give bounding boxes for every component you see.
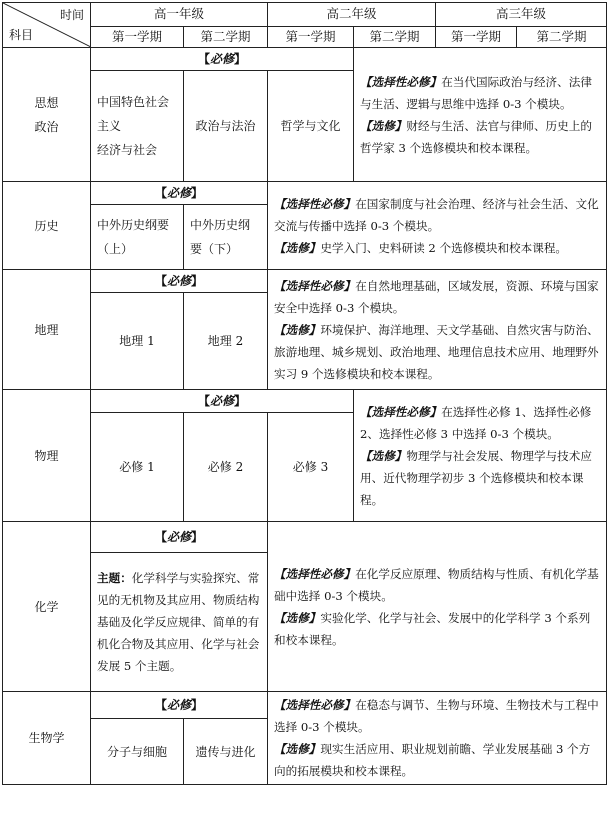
- politics-electives: 【选择性必修】在当代国际政治与经济、法律与生活、逻辑与思维中选择 0-3 个模块。 【选修】财经与生活、法官与律师、历史上的哲学家 3 个选修模块和校本课程。: [354, 48, 607, 182]
- course-cell: 地理 1: [91, 293, 184, 390]
- header-corner: [3, 3, 91, 48]
- semester-header: 第一学期: [436, 26, 517, 47]
- curriculum-table: [2, 2, 607, 785]
- semester-header: 第一学期: [268, 26, 354, 47]
- course-cell: 必修 3: [268, 413, 354, 522]
- course-cell: 遗传与进化: [184, 719, 268, 785]
- grade-12-header: 高三年级: [436, 3, 607, 27]
- chemistry-electives: 【选择性必修】在化学反应原理、物质结构与性质、有机化学基础中选择 0-3 个模块。 【选修】实验化学、化学与社会、发展中的化学科学 3 个系列和校本课程。: [268, 522, 607, 692]
- required-label: 【 必修 】: [91, 182, 268, 205]
- course-cell: 地理 2: [184, 293, 268, 390]
- subject-history: 历史: [3, 182, 91, 270]
- subject-politics: 思想 政治: [3, 48, 91, 182]
- grade-10-header: 高一年级: [91, 3, 268, 27]
- subject-physics: 物理: [3, 390, 91, 522]
- course-cell: 中国特色社会主义 经济与社会: [91, 71, 184, 182]
- semester-header: 第二学期: [517, 26, 607, 47]
- semester-header: 第二学期: [184, 26, 268, 47]
- grade-11-header: 高二年级: [268, 3, 436, 27]
- required-label: 【 必修 】: [91, 48, 354, 71]
- semester-header: 第二学期: [354, 26, 436, 47]
- subject-biology: 生物学: [3, 692, 91, 785]
- course-cell: 分子与细胞: [91, 719, 184, 785]
- subject-chemistry: 化学: [3, 522, 91, 692]
- subject-label: 科目: [9, 28, 34, 42]
- physics-electives: 【选择性必修】在选择性必修 1、选择性必修 2、选择性必修 3 中选择 0-3 个模块。 【选修】物理学与社会发展、物理学与技术应用、近代物理学初步 3 个选修模块和校本课程。: [354, 390, 607, 522]
- semester-header: 第一学期: [91, 26, 184, 47]
- subject-geography: 地理: [3, 270, 91, 390]
- required-label: 【 必修 】: [91, 522, 268, 553]
- required-label: 【 必修 】: [91, 390, 354, 413]
- course-cell: 中外历史纲要（上）: [91, 205, 184, 270]
- time-label: 时间: [59, 8, 84, 22]
- required-label: 【 必修 】: [91, 270, 268, 293]
- chemistry-topic: 主题：化学科学与实验探究、常见的无机物及其应用、物质结构基础及化学反应规律、简单的有机化合物及其应用、化学与社会发展 5 个主题。: [91, 553, 268, 692]
- course-cell: 政治与法治: [184, 71, 268, 182]
- course-cell: 必修 2: [184, 413, 268, 522]
- course-cell: 必修 1: [91, 413, 184, 522]
- course-cell: 哲学与文化: [268, 71, 354, 182]
- geography-electives: 【选择性必修】在自然地理基础，区域发展，资源、环境与国家安全中选择 0-3 个模块。 【选修】环境保护、海洋地理、天文学基础、自然灾害与防治、旅游地理、城乡规划、政治地理、地理信息技术应用、地理野外实习 9 个选修模块和校本课程。: [268, 270, 607, 390]
- required-label: 【 必修 】: [91, 692, 268, 719]
- biology-electives: 【选择性必修】在稳态与调节、生物与环境、生物技术与工程中选择 0-3 个模块。 【选修】现实生活应用、职业规划前瞻、学业发展基础 3 个方向的拓展模块和校本课程。: [268, 692, 607, 785]
- history-electives: 【选择性必修】在国家制度与社会治理、经济与社会生活、文化交流与传播中选择 0-3 个模块。 【选修】史学入门、史料研读 2 个选修模块和校本课程。: [268, 182, 607, 270]
- course-cell: 中外历史纲要（下）: [184, 205, 268, 270]
